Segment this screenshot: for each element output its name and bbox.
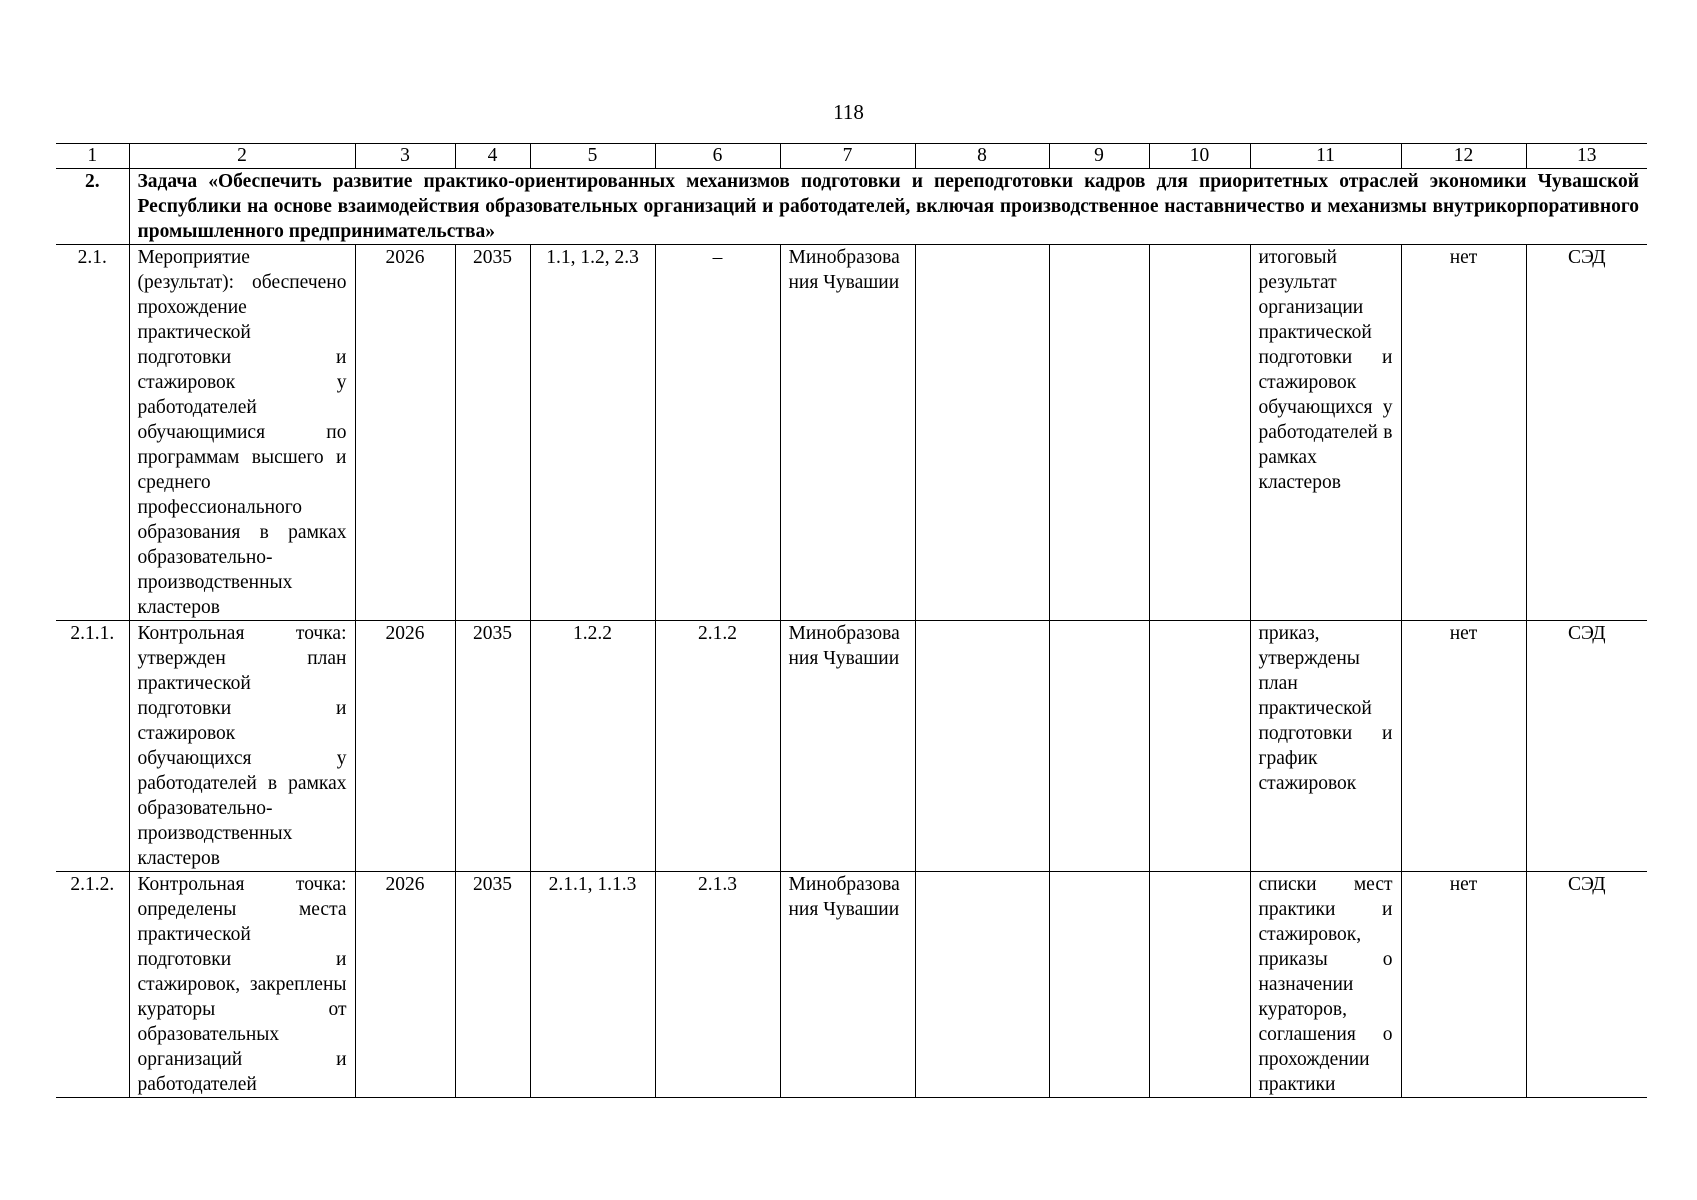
end-year: 2035 — [455, 621, 530, 872]
col10-cell — [1149, 245, 1250, 621]
col8-cell — [915, 621, 1049, 872]
column-number: 7 — [780, 144, 915, 169]
system-cell: СЭД — [1526, 245, 1647, 621]
column-number: 9 — [1049, 144, 1149, 169]
table-row — [56, 245, 1647, 621]
system-cell: СЭД — [1526, 872, 1647, 1098]
system-cell: СЭД — [1526, 621, 1647, 872]
col8-cell — [915, 872, 1049, 1098]
col9-cell — [1049, 872, 1149, 1098]
column-number: 10 — [1149, 144, 1250, 169]
start-year: 2026 — [355, 621, 455, 872]
col8-cell — [915, 245, 1049, 621]
col10-cell — [1149, 872, 1250, 1098]
col5-cell: 1.2.2 — [530, 621, 655, 872]
column-number: 8 — [915, 144, 1049, 169]
col6-cell: 2.1.2 — [655, 621, 780, 872]
responsible-cell: Минобразования Чувашии — [780, 245, 915, 621]
start-year: 2026 — [355, 245, 455, 621]
plan-table — [56, 143, 1647, 1098]
row-name: Контрольная точка: утвержден план практической подготовки и стажировок обучающихся у работодателей в рамках образовательно-производственных кластеров — [129, 621, 355, 872]
col6-cell: 2.1.3 — [655, 872, 780, 1098]
task-text: Задача «Обеспечить развитие практико-ориентированных механизмов подготовки и переподготовки кадров для приоритетных отраслей экономики Чувашской Республики на основе взаимодействия образовательных организаций и работодателей, включая производственное наставничество и механизмы внутрикорпоративного промышленного предпринимательства» — [129, 169, 1647, 245]
row-name: Мероприятие (результат): обеспечено прохождение практической подготовки и стажировок у работодателей обучающимися по программам высшего и среднего профессионального образования в рамках образовательно-производственных кластеров — [129, 245, 355, 621]
table-row — [56, 872, 1647, 1098]
end-year: 2035 — [455, 872, 530, 1098]
column-number: 6 — [655, 144, 780, 169]
col6-cell: – — [655, 245, 780, 621]
column-number: 12 — [1401, 144, 1526, 169]
column-number: 4 — [455, 144, 530, 169]
column-number-row — [56, 144, 1647, 169]
col5-cell: 1.1, 1.2, 2.3 — [530, 245, 655, 621]
column-number: 2 — [129, 144, 355, 169]
start-year: 2026 — [355, 872, 455, 1098]
row-number: 2.1.2. — [56, 872, 129, 1098]
table-row — [56, 621, 1647, 872]
column-number: 1 — [56, 144, 129, 169]
column-number: 3 — [355, 144, 455, 169]
task-number: 2. — [56, 169, 129, 245]
page-number: 118 — [833, 100, 864, 124]
task-row — [56, 169, 1647, 245]
result-cell: списки мест практики и стажировок, приказы о назначении кураторов, соглашения о прохождении практики — [1250, 872, 1401, 1098]
col5-cell: 2.1.1, 1.1.3 — [530, 872, 655, 1098]
col9-cell — [1049, 621, 1149, 872]
row-number: 2.1.1. — [56, 621, 129, 872]
col9-cell — [1049, 245, 1149, 621]
column-number: 11 — [1250, 144, 1401, 169]
col10-cell — [1149, 621, 1250, 872]
responsible-cell: Минобразования Чувашии — [780, 872, 915, 1098]
column-number: 13 — [1526, 144, 1647, 169]
result-cell: итоговый результат организации практической подготовки и стажировок обучающихся у работодателей в рамках кластеров — [1250, 245, 1401, 621]
col12-cell: нет — [1401, 872, 1526, 1098]
column-number: 5 — [530, 144, 655, 169]
result-cell: приказ, утверждены план практической подготовки и график стажировок — [1250, 621, 1401, 872]
col12-cell: нет — [1401, 245, 1526, 621]
col12-cell: нет — [1401, 621, 1526, 872]
responsible-cell: Минобразования Чувашии — [780, 621, 915, 872]
row-number: 2.1. — [56, 245, 129, 621]
end-year: 2035 — [455, 245, 530, 621]
row-name: Контрольная точка: определены места практической подготовки и стажировок, закреплены кураторы от образовательных организаций и работодателей — [129, 872, 355, 1098]
